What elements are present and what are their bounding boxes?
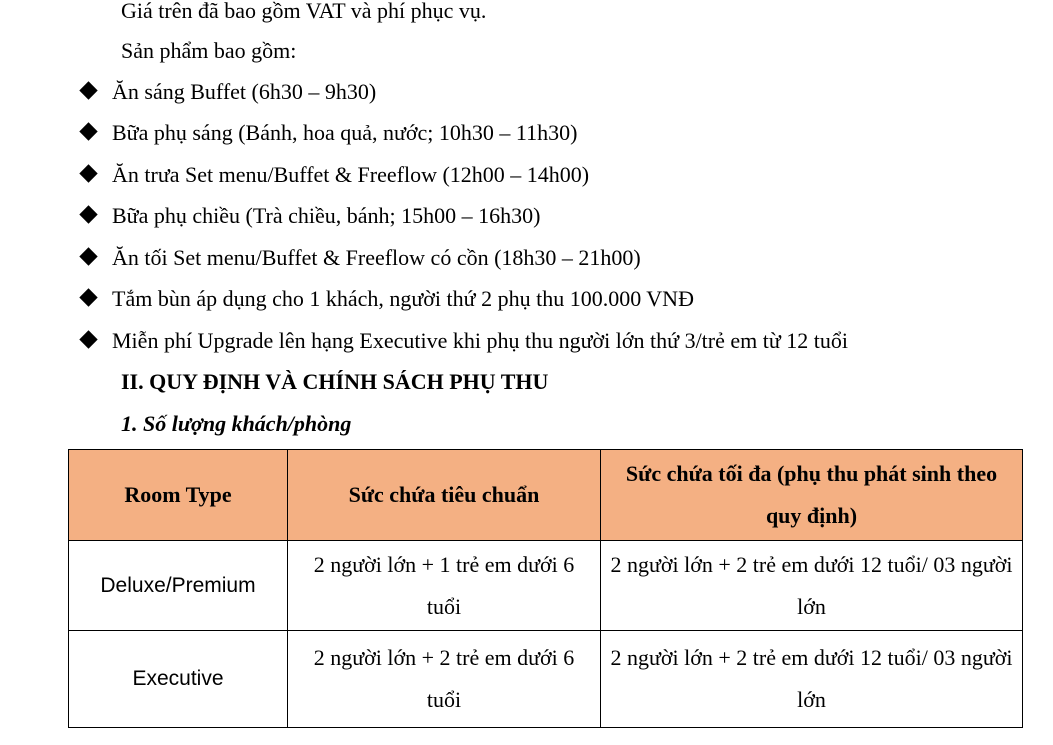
list-item-text: Ăn sáng Buffet (6h30 – 9h30): [112, 79, 377, 104]
price-note: Giá trên đã bao gồm VAT và phí phục vụ.: [121, 0, 487, 23]
section-subheading: 1. Số lượng khách/phòng: [121, 411, 352, 436]
header-maximum-capacity: Sức chứa tối đa (phụ thu phát sinh theo quy định): [601, 450, 1023, 541]
list-item-text: Tắm bùn áp dụng cho 1 khách, người thứ 2 phụ thu 100.000 VNĐ: [112, 286, 694, 311]
diamond-bullet-icon: [79, 81, 97, 99]
maximum-capacity-cell: 2 người lớn + 2 trẻ em dưới 12 tuổi/ 03 người lớn: [601, 541, 1023, 631]
list-item-text: Ăn tối Set menu/Buffet & Freeflow có cồn (18h30 – 21h00): [112, 245, 641, 270]
list-item-text: Bữa phụ chiều (Trà chiều, bánh; 15h00 – 16h30): [112, 203, 541, 228]
room-capacity-table: [68, 449, 1023, 728]
header-room-type: Room Type: [69, 450, 288, 541]
diamond-bullet-icon: [79, 288, 97, 306]
standard-capacity-cell: 2 người lớn + 2 trẻ em dưới 6 tuổi: [288, 631, 601, 728]
room-type-cell: Executive: [69, 631, 288, 728]
table-row: [69, 631, 1023, 728]
diamond-bullet-icon: [79, 205, 97, 223]
header-standard-capacity: Sức chứa tiêu chuẩn: [288, 450, 601, 541]
section-heading: II. QUY ĐỊNH VÀ CHÍNH SÁCH PHỤ THU: [121, 369, 549, 394]
diamond-bullet-icon: [79, 164, 97, 182]
list-item-text: Miễn phí Upgrade lên hạng Executive khi phụ thu người lớn thứ 3/trẻ em từ 12 tuổi: [112, 328, 849, 353]
diamond-bullet-icon: [79, 247, 97, 265]
includes-label: Sản phẩm bao gồm:: [121, 38, 297, 63]
list-item-text: Bữa phụ sáng (Bánh, hoa quả, nước; 10h30 – 11h30): [112, 120, 578, 145]
room-type-cell: Deluxe/Premium: [69, 541, 288, 631]
table-header-row: [69, 450, 1023, 541]
standard-capacity-cell: 2 người lớn + 1 trẻ em dưới 6 tuổi: [288, 541, 601, 631]
table-row: [69, 541, 1023, 631]
diamond-bullet-icon: [79, 330, 97, 348]
list-item-text: Ăn trưa Set menu/Buffet & Freeflow (12h00 – 14h00): [112, 162, 590, 187]
diamond-bullet-icon: [79, 122, 97, 140]
maximum-capacity-cell: 2 người lớn + 2 trẻ em dưới 12 tuổi/ 03 người lớn: [601, 631, 1023, 728]
